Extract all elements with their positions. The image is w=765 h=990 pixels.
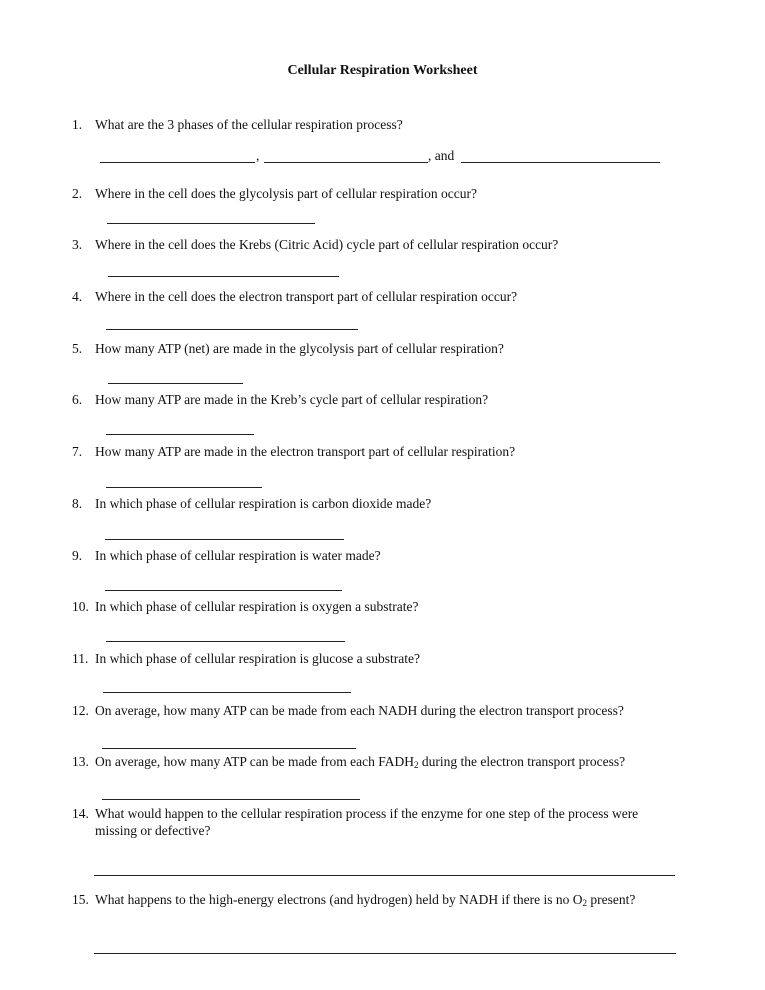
answer-line-6[interactable] [106, 434, 254, 435]
question-text: Where in the cell does the Krebs (Citric Acid) cycle part of cellular respiration occur? [95, 237, 559, 252]
question-number: 11. [72, 651, 89, 666]
question-number: 14. [72, 806, 89, 821]
question-text: How many ATP are made in the electron transport part of cellular respiration? [95, 444, 516, 459]
answer-line-11[interactable] [103, 692, 351, 693]
question-text: Where in the cell does the glycolysis part of cellular respiration occur? [95, 186, 477, 201]
subscript: 2 [414, 760, 419, 770]
question-number: 9. [72, 548, 83, 563]
answer-line-10[interactable] [106, 641, 345, 642]
answer-line-4[interactable] [106, 329, 358, 330]
question-text: Where in the cell does the electron transport part of cellular respiration occur? [95, 289, 518, 304]
subscript: 2 [582, 898, 587, 908]
question-text: What happens to the high-energy electrons (and hydrogen) held by NADH if there is no $O_2$ present? [95, 892, 636, 908]
answer-line-14[interactable] [94, 875, 675, 876]
question-number: 4. [72, 289, 83, 304]
question-number: 1. [72, 117, 83, 132]
question-text: In which phase of cellular respiration is water made? [95, 548, 381, 563]
answer-line-12[interactable] [102, 748, 356, 749]
answer-line-phase-2[interactable] [264, 162, 428, 163]
question-text: What would happen to the cellular respiration process if the enzyme for one step of the process were missing or defective? [95, 806, 639, 838]
question-text: In which phase of cellular respiration is glucose a substrate? [95, 651, 421, 666]
question-number: 3. [72, 237, 83, 252]
question-text: On average, how many ATP can be made from each NADH during the electron transport process? [95, 703, 624, 718]
question-number: 15. [72, 892, 89, 907]
question-number: 6. [72, 392, 83, 407]
question-text: In which phase of cellular respiration is carbon dioxide made? [95, 496, 432, 511]
answer-line-15[interactable] [94, 953, 676, 954]
answer-line-7[interactable] [106, 487, 262, 488]
question-number: 5. [72, 341, 83, 356]
question-number: 12. [72, 703, 89, 718]
question-text: In which phase of cellular respiration is oxygen a substrate? [95, 599, 419, 614]
question-text: On average, how many ATP can be made from each $FADH_2$ during the electron transport process? [95, 754, 626, 770]
answer-line-3[interactable] [108, 276, 339, 277]
question-number: 10. [72, 599, 89, 614]
answer-line-13[interactable] [102, 799, 360, 800]
answer-line-phase-1[interactable] [100, 162, 255, 163]
page-title: Cellular Respiration Worksheet [287, 63, 478, 78]
answer-line-5[interactable] [108, 383, 243, 384]
answer-line-8[interactable] [105, 539, 344, 540]
separator-and: , and [428, 148, 455, 163]
question-text: How many ATP are made in the Kreb’s cycle part of cellular respiration? [95, 392, 489, 407]
question-number: 13. [72, 754, 89, 769]
answer-line-phase-3[interactable] [461, 162, 660, 163]
answer-line-9[interactable] [105, 590, 342, 591]
question-number: 7. [72, 444, 83, 459]
separator-comma: , [256, 148, 260, 163]
question-number: 8. [72, 496, 83, 511]
question-text: How many ATP (net) are made in the glycolysis part of cellular respiration? [95, 341, 504, 356]
question-number: 2. [72, 186, 83, 201]
answer-line-2[interactable] [107, 223, 315, 224]
question-text: What are the 3 phases of the cellular respiration process? [95, 117, 403, 132]
